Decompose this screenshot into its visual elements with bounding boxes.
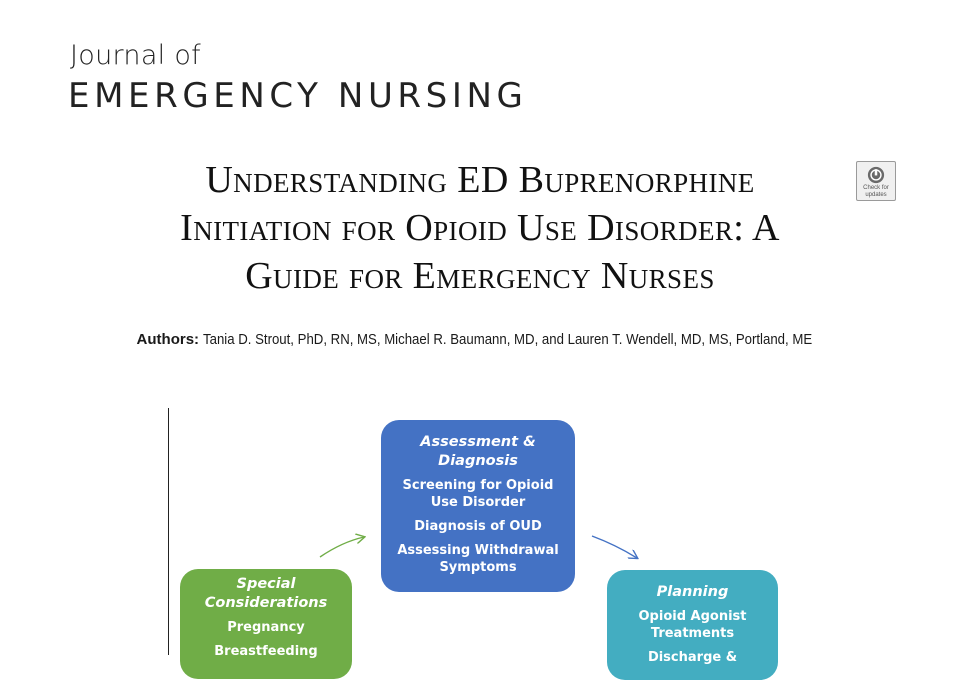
planning-box [607, 570, 778, 680]
arrow-assessment-to-planning [592, 536, 637, 558]
special-title: Special Considerations [204, 576, 328, 611]
authors-label: Authors: [136, 331, 200, 348]
assessment-title: Assessment & Diagnosis [420, 434, 536, 469]
journal-name-line1: Journal of [70, 40, 201, 71]
assessment-item-screening: Screening for Opioid Use Disorder [402, 478, 554, 510]
planning-item-discharge: Discharge & [647, 650, 738, 665]
title-line-2: Initiation for Opioid Use Disorder: A [180, 207, 780, 249]
title-line-1: Understanding ED Buprenorphine [205, 159, 755, 201]
special-considerations-box [180, 569, 352, 679]
assessment-item-withdrawal: Assessing Withdrawal Symptoms [397, 543, 559, 575]
assessment-item-diagnosis: Diagnosis of OUD [414, 519, 542, 534]
arrow-special-to-assessment [320, 537, 364, 557]
special-item-pregnancy: Pregnancy [227, 620, 305, 635]
authors-names: Tania D. Strout, PhD, RN, MS, Michael R. Baumann, MD, and Lauren T. Wendell, MD, MS, Portland, ME [203, 331, 813, 348]
special-item-breastfeeding: Breastfeeding [214, 644, 318, 659]
planning-title: Planning [656, 584, 729, 600]
planning-item-agonist: Opioid Agonist Treatments [638, 609, 747, 641]
badge-label-1: Check for [863, 185, 889, 191]
assessment-diagnosis-box [381, 420, 575, 592]
journal-name-line2: EMERGENCY NURSING [68, 76, 528, 116]
badge-label-2: updates [865, 192, 887, 198]
title-line-3: Guide for Emergency Nurses [245, 255, 715, 297]
